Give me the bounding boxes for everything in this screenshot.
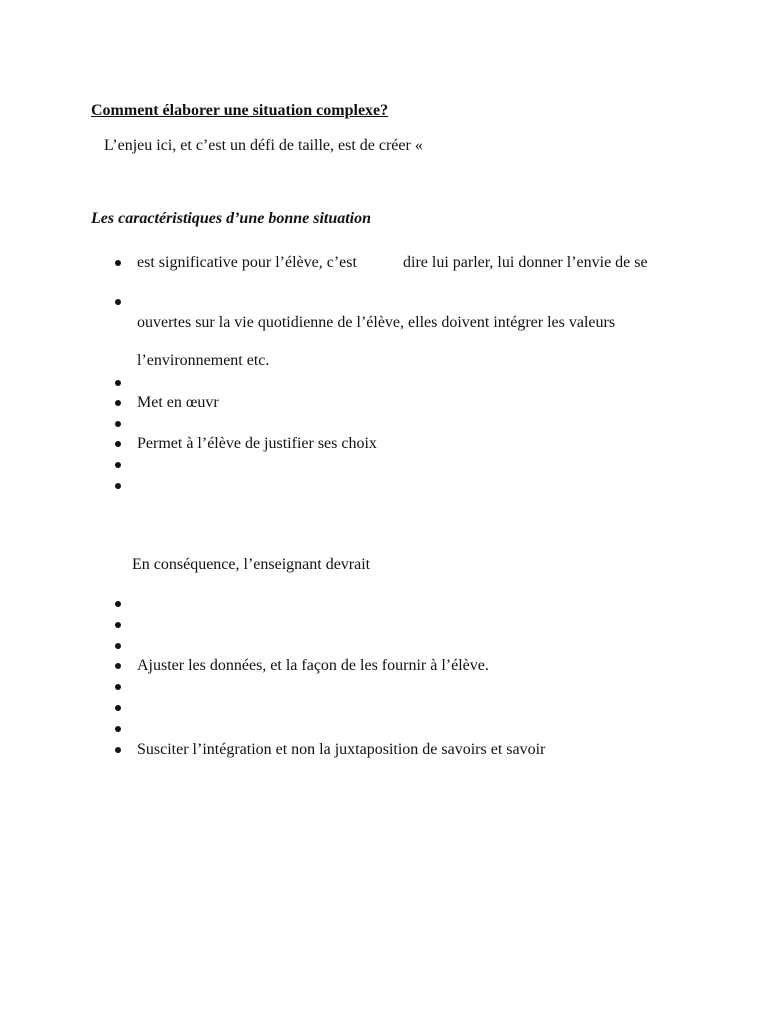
- list-item-continuation: dire lui parler, lui donner l’envie de se: [403, 254, 648, 271]
- bullet-icon: [115, 441, 121, 447]
- bullet-icon: [115, 726, 121, 732]
- bullet-icon: [115, 684, 121, 690]
- list-item: Ajuster les données, et la façon de les fournir à l’élève.: [137, 657, 489, 674]
- bullet-icon: [115, 421, 121, 427]
- list-item: est significative pour l’élève, c’est: [137, 254, 357, 271]
- bullet-icon: [115, 622, 121, 628]
- bullet-icon: [115, 705, 121, 711]
- list-item: Permet à l’élève de justifier ses choix: [137, 435, 377, 452]
- list-item-text: l’environnement etc.: [137, 352, 270, 369]
- bullet-icon: [115, 299, 121, 305]
- document-title: Comment élaborer une situation complexe?: [91, 102, 389, 119]
- bullet-icon: [115, 462, 121, 468]
- section-heading-characteristics: Les caractéristiques d’une bonne situation: [91, 210, 372, 227]
- list-item: Susciter l’intégration et non la juxtaposition de savoirs et savoir: [137, 741, 546, 758]
- bullet-icon: [115, 380, 121, 386]
- bullet-icon: [115, 747, 121, 753]
- bullet-icon: [115, 400, 121, 406]
- list-item-text: ouvertes sur la vie quotidienne de l’élève, elles doivent intégrer les valeurs: [137, 314, 616, 331]
- list-item: Met en œuvr: [137, 394, 219, 411]
- bullet-icon: [115, 483, 121, 489]
- bullet-icon: [115, 643, 121, 649]
- bullet-icon: [115, 260, 121, 266]
- bullet-icon: [115, 663, 121, 669]
- bullet-icon: [115, 601, 121, 607]
- section-lead-consequence: En conséquence, l’enseignant devrait: [132, 556, 371, 573]
- intro-paragraph: L’enjeu ici, et c’est un défi de taille, est de créer «: [104, 137, 423, 154]
